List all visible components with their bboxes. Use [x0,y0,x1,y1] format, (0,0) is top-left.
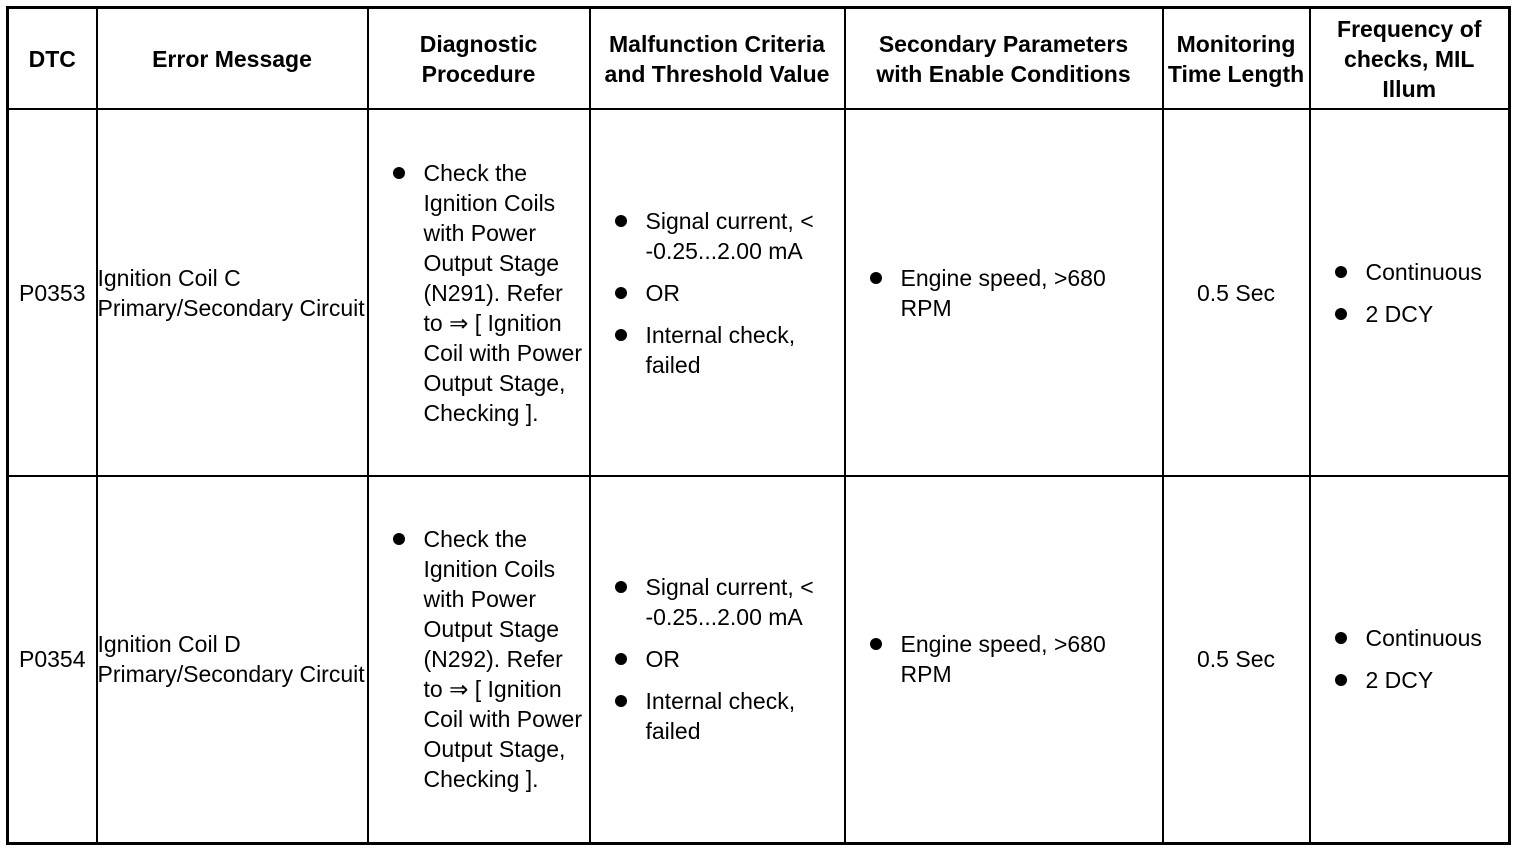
table-row [8,476,1510,843]
malfunction-criteria [590,109,845,476]
frequency-item: 2 DCY [1311,665,1509,695]
dtc-code: P0354 [8,476,97,843]
header-monitoring-time: Monitoring Time Length [1163,8,1310,110]
monitoring-time: 0.5 Sec [1163,109,1310,476]
secondary-parameters [845,476,1163,843]
header-error-message: Error Message [97,8,368,110]
frequency [1310,109,1510,476]
header-secondary-parameters: Secondary Parameters with Enable Conditions [845,8,1163,110]
header-dtc: DTC [8,8,97,110]
error-message: Ignition Coil D Primary/Secondary Circuit [97,476,368,843]
header-diagnostic-procedure: Diagnostic Procedure [368,8,590,110]
malfunction-criteria [590,476,845,843]
frequency-item: Continuous [1311,257,1509,287]
criteria-item: Internal check, failed [591,320,844,380]
diagnostic-procedure [368,476,590,843]
monitoring-time: 0.5 Sec [1163,476,1310,843]
criteria-item: Signal current, < -0.25...2.00 mA [591,206,844,266]
secondary-item: Engine speed, >680 RPM [846,629,1162,689]
error-message: Ignition Coil C Primary/Secondary Circuit [97,109,368,476]
diagnostic-procedure [368,109,590,476]
secondary-item: Engine speed, >680 RPM [846,263,1162,323]
frequency [1310,476,1510,843]
dtc-code: P0353 [8,109,97,476]
criteria-item: Internal check, failed [591,686,844,746]
frequency-item: Continuous [1311,623,1509,653]
procedure-item: Check the Ignition Coils with Power Output Stage (N291). Refer to ⇒ [ Ignition Coil with Power Output Stage, Checking ]. [369,158,589,428]
table-row [8,109,1510,476]
secondary-parameters [845,109,1163,476]
criteria-item: OR [591,278,844,308]
procedure-item: Check the Ignition Coils with Power Output Stage (N292). Refer to ⇒ [ Ignition Coil with Power Output Stage, Checking ]. [369,524,589,794]
criteria-item: OR [591,644,844,674]
header-malfunction-criteria: Malfunction Criteria and Threshold Value [590,8,845,110]
header-row [8,8,1510,110]
dtc-table [6,6,1511,845]
criteria-item: Signal current, < -0.25...2.00 mA [591,572,844,632]
frequency-item: 2 DCY [1311,299,1509,329]
header-frequency: Frequency of checks, MIL Illum [1310,8,1510,110]
